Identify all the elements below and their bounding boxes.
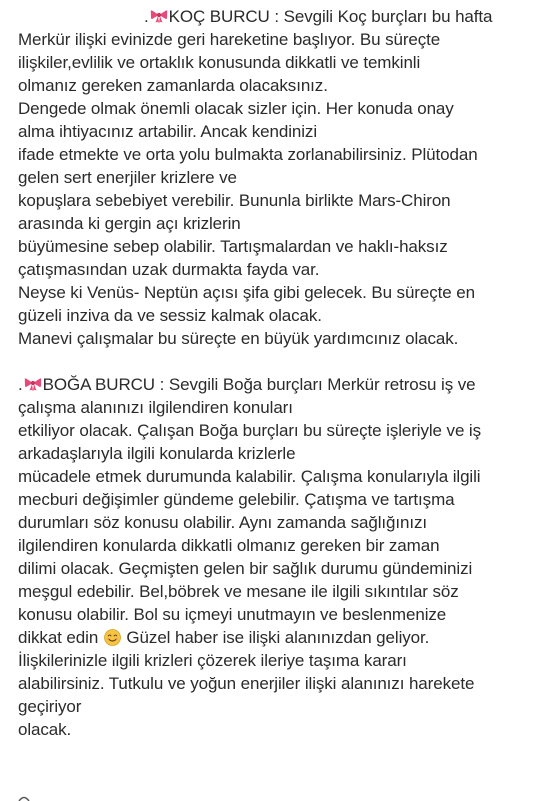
line-text: arkadaşlarıyla ilgili konularda krizlerle: [18, 444, 296, 463]
text-line: [18, 442, 547, 465]
text-line: [18, 603, 547, 626]
text-line: [18, 534, 547, 557]
text-line: [18, 327, 547, 350]
text-line: [18, 281, 547, 304]
line-text: geçiriyor: [18, 697, 82, 716]
text-line: [18, 74, 547, 97]
text-line: [18, 511, 547, 534]
text-line: [18, 120, 547, 143]
text-line: [18, 580, 547, 603]
line-text: arasında ki gergin açı krizlerin: [18, 214, 241, 233]
text-line: [18, 51, 547, 74]
text-line: [18, 212, 547, 235]
horoscope-text: [18, 5, 547, 741]
line-text: kopuşlara sebebiyet verebilir. Bununla birlikte Mars-Chiron: [18, 191, 451, 210]
section-koc: [18, 5, 547, 350]
line-text: çalışma alanınızı ilgilendiren konuları: [18, 398, 293, 417]
section-heading-line: [18, 373, 547, 396]
line-text: Manevi çalışmalar bu süreçte en büyük yardımcınız olacak.: [18, 329, 459, 348]
line-text: alabilirsiniz. Tutkulu ve yoğun enerjiler ilişki alanınızı harekete: [18, 674, 475, 693]
text-line: [18, 465, 547, 488]
line-text: mecburi değişimler gündeme gelebilir. Çatışma ve tartışma: [18, 490, 455, 509]
text-line: [18, 166, 547, 189]
line-text: Dengede olmak önemli olacak sizler için. Her konuda onay: [18, 99, 454, 118]
line-text: meşgul edebilir. Bel,böbrek ve mesane ile ilgili sıkıntılar söz: [18, 582, 459, 601]
ribbon-bow-icon: [150, 9, 168, 23]
text-line: [18, 419, 547, 442]
line-text: BOĞA BURCU : Sevgili Boğa burçları Merkür retrosu iş ve: [42, 375, 476, 394]
line-text: alma ihtiyacınız artabilir. Ancak kendinizi: [18, 122, 318, 141]
text-line: [18, 143, 547, 166]
text-line: [18, 28, 547, 51]
line-text: Merkür ilişki evinizde geri hareketine başlıyor. Bu süreçte: [18, 30, 441, 49]
text-line: [18, 235, 547, 258]
section-gap: [18, 350, 547, 373]
line-text: ifade etmekte ve orta yolu bulmakta zorlanabilirsiniz. Plütodan: [18, 145, 478, 164]
line-text: çatışmasından uzak durmakta fayda var.: [18, 260, 320, 279]
text-line: [18, 695, 547, 718]
text-line: [18, 97, 547, 120]
text-line: [18, 304, 547, 327]
text-line: [18, 672, 547, 695]
text-line: [18, 258, 547, 281]
line-text: KOÇ BURCU : Sevgili Koç burçları bu hafta: [168, 7, 493, 26]
line-text: Neyse ki Venüs- Neptün açısı şifa gibi gelecek. Bu süreçte en: [18, 283, 475, 302]
line-text: büyümesine sebep olabilir. Tartışmalardan ve haklı-haksız: [18, 237, 448, 256]
line-text: mücadele etmek durumunda kalabilir. Çalışma konularıyla ilgili: [18, 467, 481, 486]
line-text: ilgilendiren konularda dikkatli olmanız gereken bir zaman: [18, 536, 440, 555]
ribbon-bow-icon: [24, 377, 42, 391]
line-text: durumları söz konusu olabilir. Aynı zamanda sağlığınızı: [18, 513, 428, 532]
line-text: konusu olabilir. Bol su içmeyi unutmayın ve beslenmenize: [18, 605, 447, 624]
line-text-continued: Güzel haber ise ilişki alanınızdan geliyor.: [121, 628, 430, 647]
line-text: olmanız gereken zamanlarda olacaksınız.: [18, 76, 328, 95]
line-text: İlişkilerinizle ilgili krizleri çözerek ileriye taşıma kararı: [18, 651, 407, 670]
line-text: dilimi olacak. Geçmişten gelen bir sağlık durumu gündeminizi: [18, 559, 473, 578]
line-prefix: .: [18, 375, 23, 394]
smiling-face-icon: [104, 629, 121, 646]
section-boga: [18, 373, 547, 741]
line-text: ilişkiler,evlilik ve ortaklık konusunda dikkatli ve temkinli: [18, 53, 421, 72]
section-heading-line: [18, 5, 547, 28]
line-text: olacak.: [18, 720, 72, 739]
text-line: [18, 189, 547, 212]
line-prefix: .: [144, 7, 149, 26]
text-line: [18, 488, 547, 511]
cut-off-emoji-icon: [18, 793, 30, 801]
line-text: güzeli inziva da ve sessiz kalmak olacak.: [18, 306, 322, 325]
text-line: [18, 626, 547, 649]
text-line: [18, 649, 547, 672]
line-text: dikkat edin: [18, 628, 99, 647]
line-text: etkiliyor olacak. Çalışan Boğa burçları bu süreçte işleriyle ve iş: [18, 421, 481, 440]
text-line: [18, 557, 547, 580]
text-line: [18, 396, 547, 419]
text-line: [18, 718, 547, 741]
line-text: gelen sert enerjiler krizlere ve: [18, 168, 237, 187]
